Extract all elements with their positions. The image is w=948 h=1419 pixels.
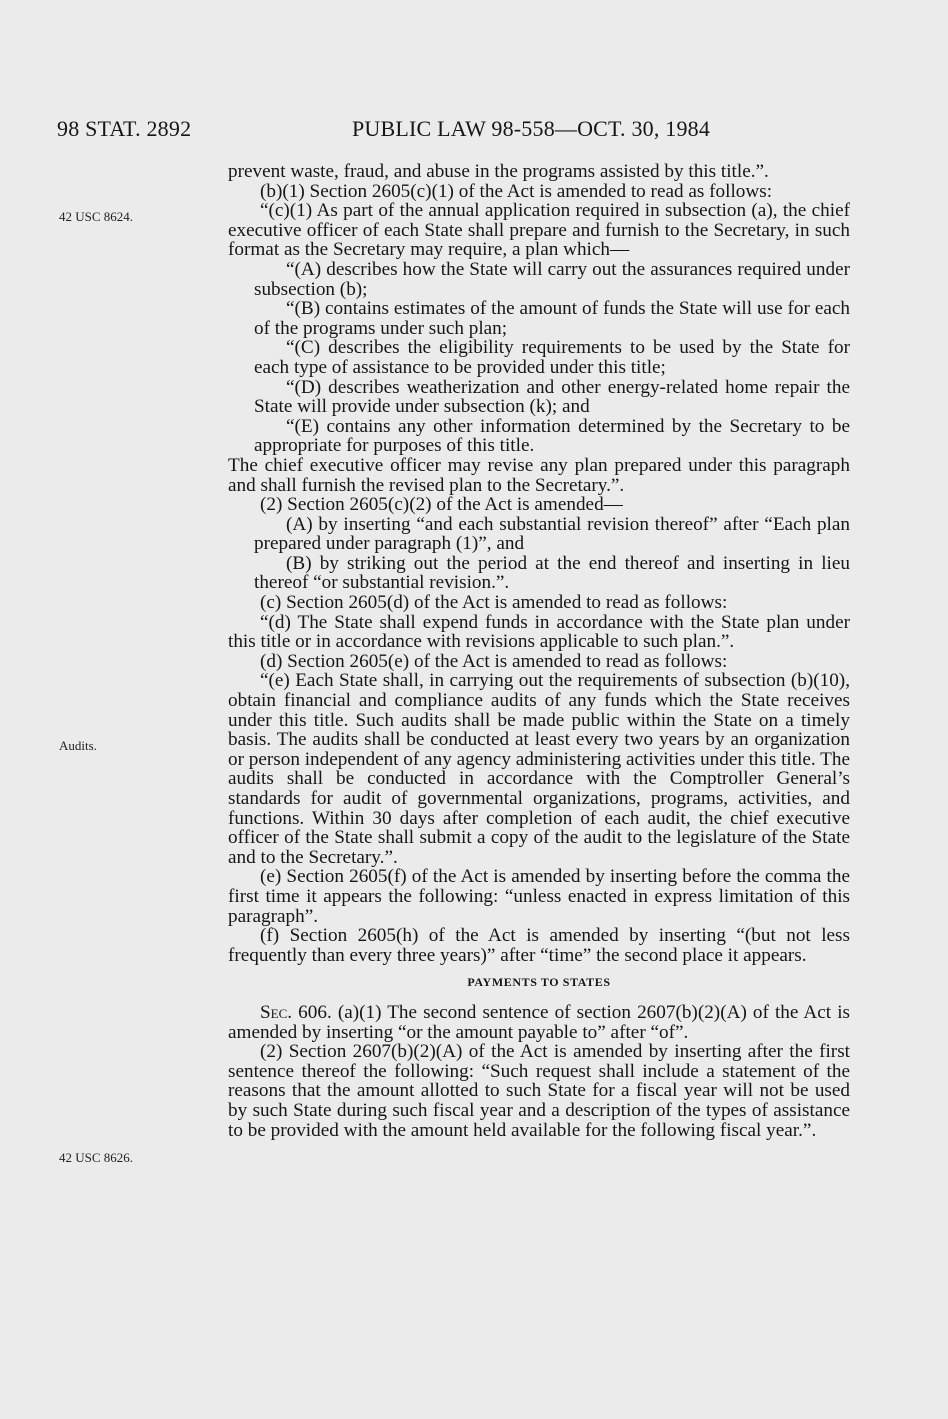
paragraph: (f) Section 2605(h) of the Act is amended by inserting “(but not less frequently than every three years)” after “time” the second place it appears. — [228, 925, 850, 966]
paragraph: (c) Section 2605(d) of the Act is amended to read as follows: — [260, 592, 728, 614]
margin-note-usc-8626: 42 USC 8626. — [59, 1150, 134, 1165]
paragraph: (e) Section 2605(f) of the Act is amended by inserting before the comma the first time it appears the following: “unless enacted in express limitation of this paragraph”. — [228, 866, 850, 927]
paragraph: (d) Section 2605(e) of the Act is amended to read as follows: — [260, 650, 728, 672]
page-stat-number: 98 STAT. 2892 — [57, 116, 192, 141]
paragraph: (b)(1) Section 2605(c)(1) of the Act is amended to read as follows: — [260, 180, 773, 202]
paragraph: (A) by inserting “and each substantial revision thereof” after “Each plan prepared under paragraph (1)”, and — [254, 513, 850, 555]
paragraph: (2) Section 2607(b)(2)(A) of the Act is amended by inserting after the first sentence thereof the following: “Such request shall include a statement of the reasons that the amount allotted to such State for a fiscal year will not be used by such State during such fiscal year and a description of the types of assistance to be provided with the amount held available for the following fiscal year.”. — [228, 1041, 850, 1141]
paragraph: “(D) describes weatherization and other energy-related home repair the State will provide under subsection (k); and — [254, 376, 850, 418]
paragraph: (2) Section 2605(c)(2) of the Act is amended— — [260, 494, 623, 516]
paragraph: “(c)(1) As part of the annual application required in subsection (a), the chief executive officer of each State shall prepare and furnish to the Secretary, in such format as the Secretary may require, a plan which— — [228, 200, 850, 261]
paragraph: “(E) contains any other information determined by the Secretary to be appropriate for purposes of this title. — [254, 415, 850, 457]
statute-body — [228, 162, 850, 1140]
section-label: Sec. — [260, 1001, 293, 1023]
paragraph: “(d) The State shall expend funds in accordance with the State plan under this title or in accordance with revisions applicable to such plan.”. — [228, 611, 850, 653]
paragraph: The chief executive officer may revise any plan prepared under this paragraph and shall furnish the revised plan to the Secretary.”. — [228, 454, 850, 496]
paragraph: “(A) describes how the State will carry out the assurances required under subsection (b); — [254, 258, 850, 300]
paragraph: “(e) Each State shall, in carrying out the requirements of subsection (b)(10), obtain financial and compliance audits of any funds which the State receives under this title. Such audits shall be made public within the State on a timely basis. The audits shall be conducted at least every two years by an organization or person independent of any agency administering activities under this title. The audits shall be conducted in accordance with the Comptroller General’s standards for audit of governmental organizations, programs, activities, and functions. Within 30 days after completion of each audit, the chief executive officer of the State shall submit a copy of the audit to the legislature of the State and to the Secretary.”. — [228, 670, 851, 868]
paragraph-text: 606. (a)(1) The second sentence of section 2607(b)(2)(A) of the Act is amended by inserting “or the amount payable to” after “of”. — [228, 1001, 850, 1043]
margin-note-audits: Audits. — [59, 738, 97, 753]
margin-note-usc-8624: 42 USC 8624. — [59, 209, 134, 224]
paragraph: (B) by striking out the period at the end thereof and inserting in lieu thereof “or substantial revision.”. — [254, 552, 850, 594]
paragraph: “(C) describes the eligibility requirements to be used by the State for each type of assistance to be provided under this title; — [254, 337, 850, 378]
running-header: PUBLIC LAW 98-558—OCT. 30, 1984 — [352, 116, 711, 141]
paragraph — [228, 1003, 850, 1042]
section-heading: PAYMENTS TO STATES — [467, 975, 611, 990]
paragraph: prevent waste, fraud, and abuse in the programs assisted by this title.”. — [228, 161, 769, 182]
paragraph: “(B) contains estimates of the amount of funds the State will use for each of the programs under such plan; — [254, 298, 850, 339]
